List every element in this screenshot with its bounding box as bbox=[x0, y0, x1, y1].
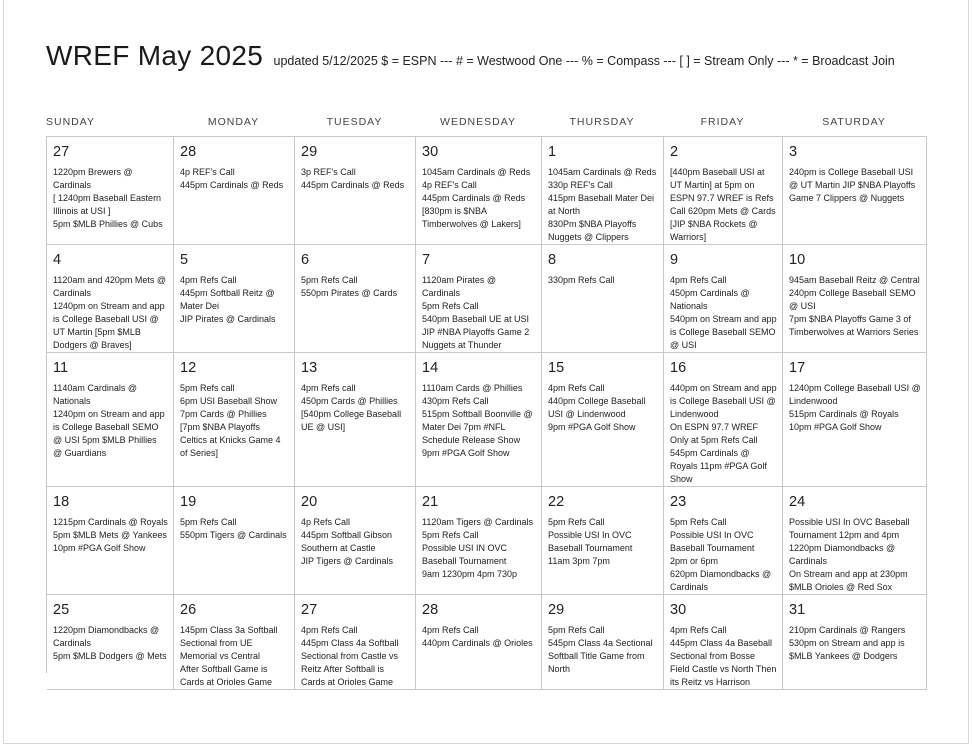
day-events: 5pm Refs call 6pm USI Baseball Show 7pm Cards @ Phillies [7pm $NBA Playoffs Celtics at Knicks Game 4 of Series] bbox=[180, 383, 281, 458]
calendar-day-cell bbox=[47, 245, 174, 353]
day-events: 4pm Refs Call 440pm Cardinals @ Orioles bbox=[422, 625, 533, 648]
calendar-day-cell bbox=[295, 487, 416, 595]
day-events: 5pm Refs Call Possible USI In OVC Baseball Tournament 2pm or 6pm 620pm Diamondbacks @ Cardinals bbox=[670, 517, 772, 592]
calendar-day-cell bbox=[783, 595, 927, 690]
day-number: 12 bbox=[180, 360, 197, 376]
calendar-day-cell bbox=[295, 245, 416, 353]
day-number: 19 bbox=[180, 494, 197, 510]
calendar-day-cell bbox=[174, 137, 295, 245]
weekday-label: FRIDAY bbox=[700, 116, 745, 128]
day-number: 9 bbox=[670, 252, 679, 268]
day-events: Possible USI In OVC Baseball Tournament 12pm and 4pm 1220pm Diamondbacks @ Cardinals On Stream and app at 230pm $MLB Orioles @ Red Sox bbox=[789, 517, 910, 592]
page-title: WREF May 2025 bbox=[46, 40, 264, 71]
day-events: 1220pm Diamondbacks @ Cardinals 5pm $MLB Dodgers @ Mets bbox=[53, 625, 167, 661]
day-events: 1120am Pirates @ Cardinals 5pm Refs Call 540pm Baseball UE at USI JIP #NBA Playoffs Game 2 Nuggets at Thunder bbox=[422, 275, 530, 350]
day-events: 4pm Refs Call 440pm College Baseball USI @ Lindenwood 9pm #PGA Golf Show bbox=[548, 383, 646, 432]
day-number: 1 bbox=[548, 144, 557, 160]
calendar-day-cell bbox=[295, 137, 416, 245]
weekday-header-row bbox=[46, 116, 926, 128]
day-events: 1215pm Cardinals @ Royals 5pm $MLB Mets @ Yankees 10pm #PGA Golf Show bbox=[53, 517, 168, 553]
day-events: 4p Refs Call 445pm Softball Gibson Southern at Castle JIP Tigers @ Cardinals bbox=[301, 517, 394, 566]
day-number: 14 bbox=[422, 360, 439, 376]
day-events: 440pm on Stream and app is College Baseball USI @ Lindenwood On ESPN 97.7 WREF Only at 5pm Refs Call 545pm Cardinals @ Royals 11pm #PGA Golf Show bbox=[670, 383, 777, 484]
day-number: 18 bbox=[53, 494, 70, 510]
legend-subtitle: updated 5/12/2025 $ = ESPN --- # = Westwood One --- % = Compass --- [ ] = Stream Only --- * = Broadcast Join bbox=[273, 54, 895, 68]
calendar-day-cell bbox=[542, 595, 664, 690]
day-events: 1120am Tigers @ Cardinals 5pm Refs Call Possible USI IN OVC Baseball Tournament 9am 1230pm 4pm 730p bbox=[422, 517, 534, 579]
day-events: 5pm Refs Call 545pm Class 4a Sectional Softball Title Game from North bbox=[548, 625, 653, 674]
calendar-day-cell bbox=[542, 137, 664, 245]
day-number: 30 bbox=[670, 602, 687, 618]
calendar-day-cell bbox=[664, 137, 783, 245]
calendar-day-cell bbox=[47, 353, 174, 487]
calendar-day-cell bbox=[174, 353, 295, 487]
day-events: 4p REF's Call 445pm Cardinals @ Reds bbox=[180, 167, 284, 190]
day-number: 5 bbox=[180, 252, 189, 268]
calendar-day-cell bbox=[542, 487, 664, 595]
day-number: 31 bbox=[789, 602, 806, 618]
day-events: 5pm Refs Call 550pm Pirates @ Cards bbox=[301, 275, 398, 298]
weekday-label: TUESDAY bbox=[326, 116, 383, 128]
day-number: 27 bbox=[301, 602, 318, 618]
weekday-label: SUNDAY bbox=[46, 116, 95, 128]
day-events: 945am Baseball Reitz @ Central 240pm College Baseball SEMO @ USI 7pm $NBA Playoffs Game 3 of Timberwolves at Warriors Series bbox=[789, 275, 920, 337]
day-number: 27 bbox=[53, 144, 70, 160]
calendar-day-cell bbox=[664, 487, 783, 595]
day-number: 28 bbox=[422, 602, 439, 618]
day-number: 23 bbox=[670, 494, 687, 510]
day-number: 22 bbox=[548, 494, 565, 510]
weekday-label: WEDNESDAY bbox=[440, 116, 516, 128]
day-events: 5pm Refs Call Possible USI In OVC Baseball Tournament 11am 3pm 7pm bbox=[548, 517, 633, 566]
calendar-day-cell bbox=[783, 245, 927, 353]
day-number: 26 bbox=[180, 602, 197, 618]
day-number: 20 bbox=[301, 494, 318, 510]
day-events: 1045am Cardinals @ Reds 330p REF's Call 415pm Baseball Mater Dei at North 830Pm $NBA Playoffs Nuggets @ Clippers bbox=[548, 167, 657, 242]
day-number: 25 bbox=[53, 602, 70, 618]
day-events: 1110am Cards @ Phillies 430pm Refs Call 515pm Softball Boonville @ Mater Dei 7pm #NFL Schedule Release Show 9pm #PGA Golf Show bbox=[422, 383, 533, 458]
day-events: 5pm Refs Call 550pm Tigers @ Cardinals bbox=[180, 517, 287, 540]
weekday-label: THURSDAY bbox=[569, 116, 635, 128]
day-number: 29 bbox=[548, 602, 565, 618]
calendar-day-cell bbox=[542, 245, 664, 353]
day-events: 210pm Cardinals @ Rangers 530pm on Stream and app is $MLB Yankees @ Dodgers bbox=[789, 625, 906, 661]
calendar-day-cell bbox=[174, 245, 295, 353]
calendar-day-cell bbox=[295, 595, 416, 690]
day-number: 10 bbox=[789, 252, 806, 268]
day-events: 4pm Refs Call 445pm Class 4a Softball Sectional from Castle vs Reitz After Softball is Cards at Orioles Game bbox=[301, 625, 399, 687]
day-events: [440pm Baseball USI at UT Martin] at 5pm on ESPN 97.7 WREF is Refs Call 620pm Mets @ Cards [JIP $NBA Rockets @ Warriors] bbox=[670, 167, 776, 242]
calendar-day-cell bbox=[174, 487, 295, 595]
day-events: 4pm Refs Call 445pm Softball Reitz @ Mater Dei JIP Pirates @ Cardinals bbox=[180, 275, 276, 324]
calendar-day-cell bbox=[416, 595, 542, 690]
day-events: 4pm Refs call 450pm Cards @ Phillies [540pm College Baseball UE @ USI] bbox=[301, 383, 402, 432]
day-events: 1240pm College Baseball USI @ Lindenwood 515pm Cardinals @ Royals 10pm #PGA Golf Show bbox=[789, 383, 921, 432]
calendar-day-cell bbox=[664, 353, 783, 487]
day-events: 4pm Refs Call 450pm Cardinals @ Nationals 540pm on Stream and app is College Baseball SEMO @ USI bbox=[670, 275, 777, 350]
calendar-day-cell bbox=[664, 595, 783, 690]
day-events: 1140am Cardinals @ Nationals 1240pm on Stream and app is College Baseball SEMO @ USI 5pm $MLB Phillies @ Guardians bbox=[53, 383, 165, 458]
calendar-day-cell bbox=[47, 137, 174, 245]
calendar-day-cell bbox=[295, 353, 416, 487]
day-events: 1120am and 420pm Mets @ Cardinals 1240pm on Stream and app is College Baseball USI @ UT Martin [5pm $MLB Dodgers @ Braves] bbox=[53, 275, 167, 350]
weekday-label: MONDAY bbox=[207, 116, 260, 128]
day-number: 2 bbox=[670, 144, 679, 160]
day-events: 4pm Refs Call 445pm Class 4a Baseball Sectional from Bosse Field Castle vs North Then its Reitz vs Harrison bbox=[670, 625, 777, 687]
day-number: 30 bbox=[422, 144, 439, 160]
day-events: 330pm Refs Call bbox=[548, 275, 615, 285]
day-number: 8 bbox=[548, 252, 557, 268]
day-number: 4 bbox=[53, 252, 62, 268]
calendar-day-cell bbox=[542, 353, 664, 487]
calendar-day-cell bbox=[416, 487, 542, 595]
calendar-day-cell bbox=[416, 245, 542, 353]
day-number: 7 bbox=[422, 252, 431, 268]
day-events: 1220pm Brewers @ Cardinals [ 1240pm Baseball Eastern Illinois at USI ] 5pm $MLB Phillies @ Cubs bbox=[53, 167, 163, 229]
day-number: 28 bbox=[180, 144, 197, 160]
header bbox=[46, 40, 895, 72]
calendar-day-cell bbox=[783, 487, 927, 595]
calendar-day-cell bbox=[416, 137, 542, 245]
day-number: 13 bbox=[301, 360, 318, 376]
day-events: 240pm is College Baseball USI @ UT Martin JIP $NBA Playoffs Game 7 Clippers @ Nuggets bbox=[789, 167, 916, 203]
day-number: 15 bbox=[548, 360, 565, 376]
calendar-day-cell bbox=[783, 137, 927, 245]
day-events: 3p REF's Call 445pm Cardinals @ Reds bbox=[301, 167, 405, 190]
day-number: 24 bbox=[789, 494, 806, 510]
day-events: 1045am Cardinals @ Reds 4p REF's Call 445pm Cardinals @ Reds [830pm is $NBA Timberwolves @ Lakers] bbox=[422, 167, 531, 229]
calendar-grid bbox=[46, 136, 927, 687]
day-events: 145pm Class 3a Softball Sectional from UE Memorial vs Central After Softball Game is Cards at Orioles Game bbox=[180, 625, 278, 687]
day-number: 3 bbox=[789, 144, 798, 160]
weekday-label: SATURDAY bbox=[822, 116, 886, 128]
day-number: 17 bbox=[789, 360, 806, 376]
calendar-day-cell bbox=[174, 595, 295, 690]
calendar-day-cell bbox=[664, 245, 783, 353]
calendar-day-cell bbox=[783, 353, 927, 487]
day-number: 11 bbox=[53, 360, 69, 376]
day-number: 16 bbox=[670, 360, 687, 376]
day-number: 6 bbox=[301, 252, 310, 268]
calendar-day-cell bbox=[47, 595, 174, 690]
calendar-day-cell bbox=[47, 487, 174, 595]
day-number: 21 bbox=[422, 494, 439, 510]
calendar-day-cell bbox=[416, 353, 542, 487]
day-number: 29 bbox=[301, 144, 318, 160]
